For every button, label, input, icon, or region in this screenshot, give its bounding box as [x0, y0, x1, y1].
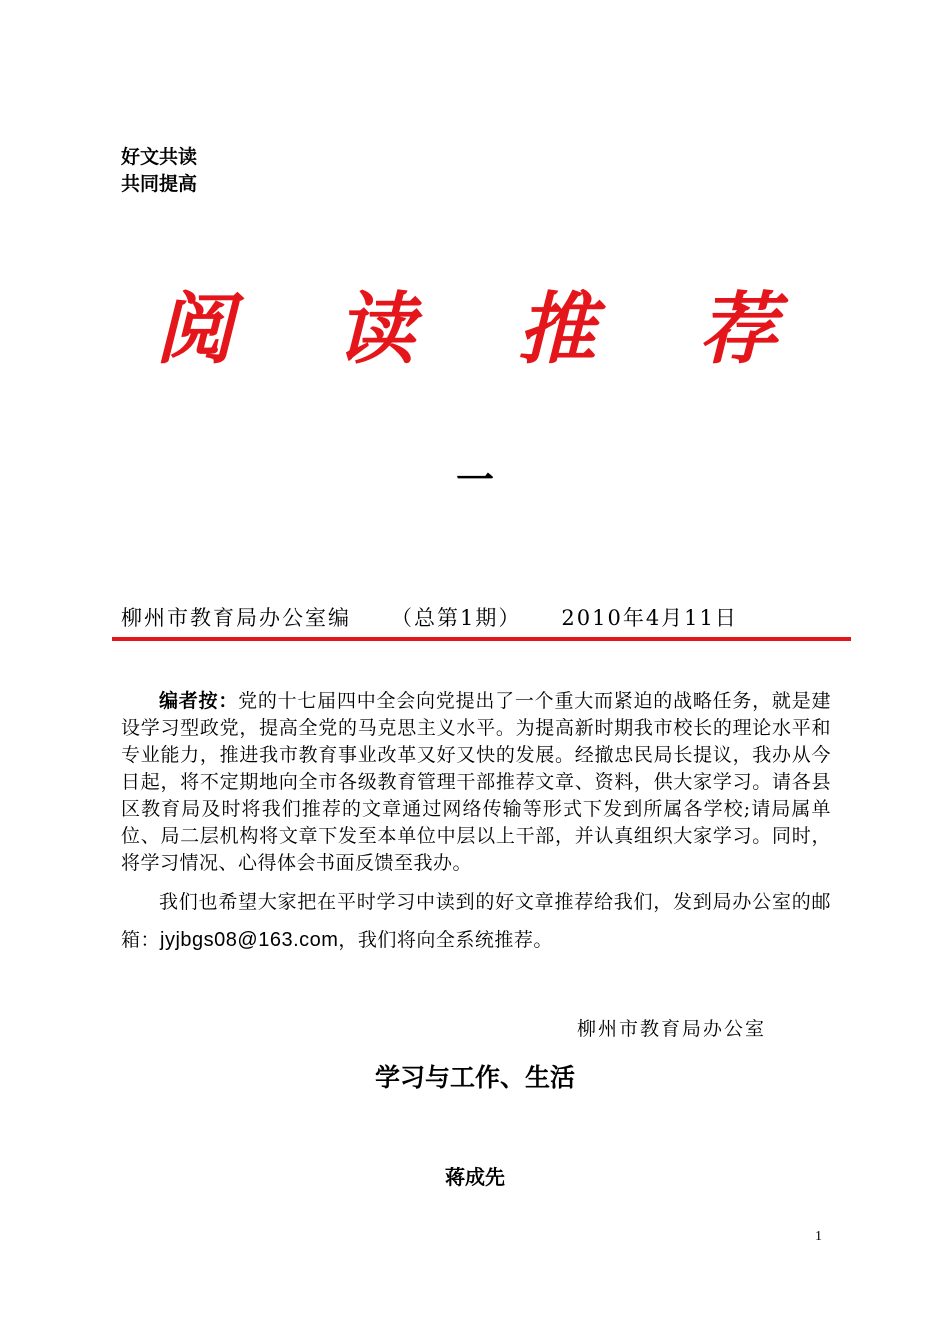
page-number: 1 — [815, 1229, 822, 1244]
publisher-text: 柳州市教育局办公室编 — [121, 606, 351, 630]
editor-note-paragraph-1 — [121, 688, 831, 877]
red-divider — [112, 637, 851, 641]
tagline-line-2: 共同提高 — [121, 173, 198, 195]
email-address: jyjbgs08@163.com — [160, 929, 339, 951]
editor-note-text-1: 党的十七届四中全会向党提出了一个重大而紧迫的战略任务，就是建设学习型政党，提高全党的马克思主义水平。为提高新时期我市校长的理论水平和专业能力，推进我市教育事业改革又好又快的发展。经撤忠民局长提议，我办从今日起，将不定期地向全市各级教育管理干部推荐文章、资料，供大家学习。请各县区教育局及时将我们推荐的文章通过网络传输等形式下发到所属各学校;请局属单位、局二层机构将文章下发至本单位中层以上干部，并认真组织大家学习。同时，将学习情况、心得体会书面反馈至我办。 — [121, 690, 831, 874]
article-title: 学习与工作、生活 — [374, 1063, 575, 1092]
tagline-line-1: 好文共读 — [121, 146, 198, 168]
editor-note-text-2b: ，我们将向全系统推荐。 — [338, 929, 553, 951]
issue-number: 一 — [455, 458, 494, 502]
editor-note — [121, 688, 831, 959]
issue-text: （总第1期） — [391, 606, 522, 630]
article-author: 蒋成先 — [445, 1165, 505, 1189]
office-signature: 柳州市教育局办公室 — [577, 1018, 767, 1040]
editor-note-text-2a: 我们也希望大家把在平时学习中读到的好文章推荐给我们，发到局办公室的邮箱： — [121, 891, 831, 951]
date-text: 2010年4月11日 — [561, 606, 738, 630]
masthead-title: 阅 读 推 荐 — [155, 284, 815, 375]
publication-info — [121, 600, 738, 636]
editor-note-label: 编者按： — [159, 690, 239, 712]
editor-note-paragraph-2 — [121, 883, 831, 959]
